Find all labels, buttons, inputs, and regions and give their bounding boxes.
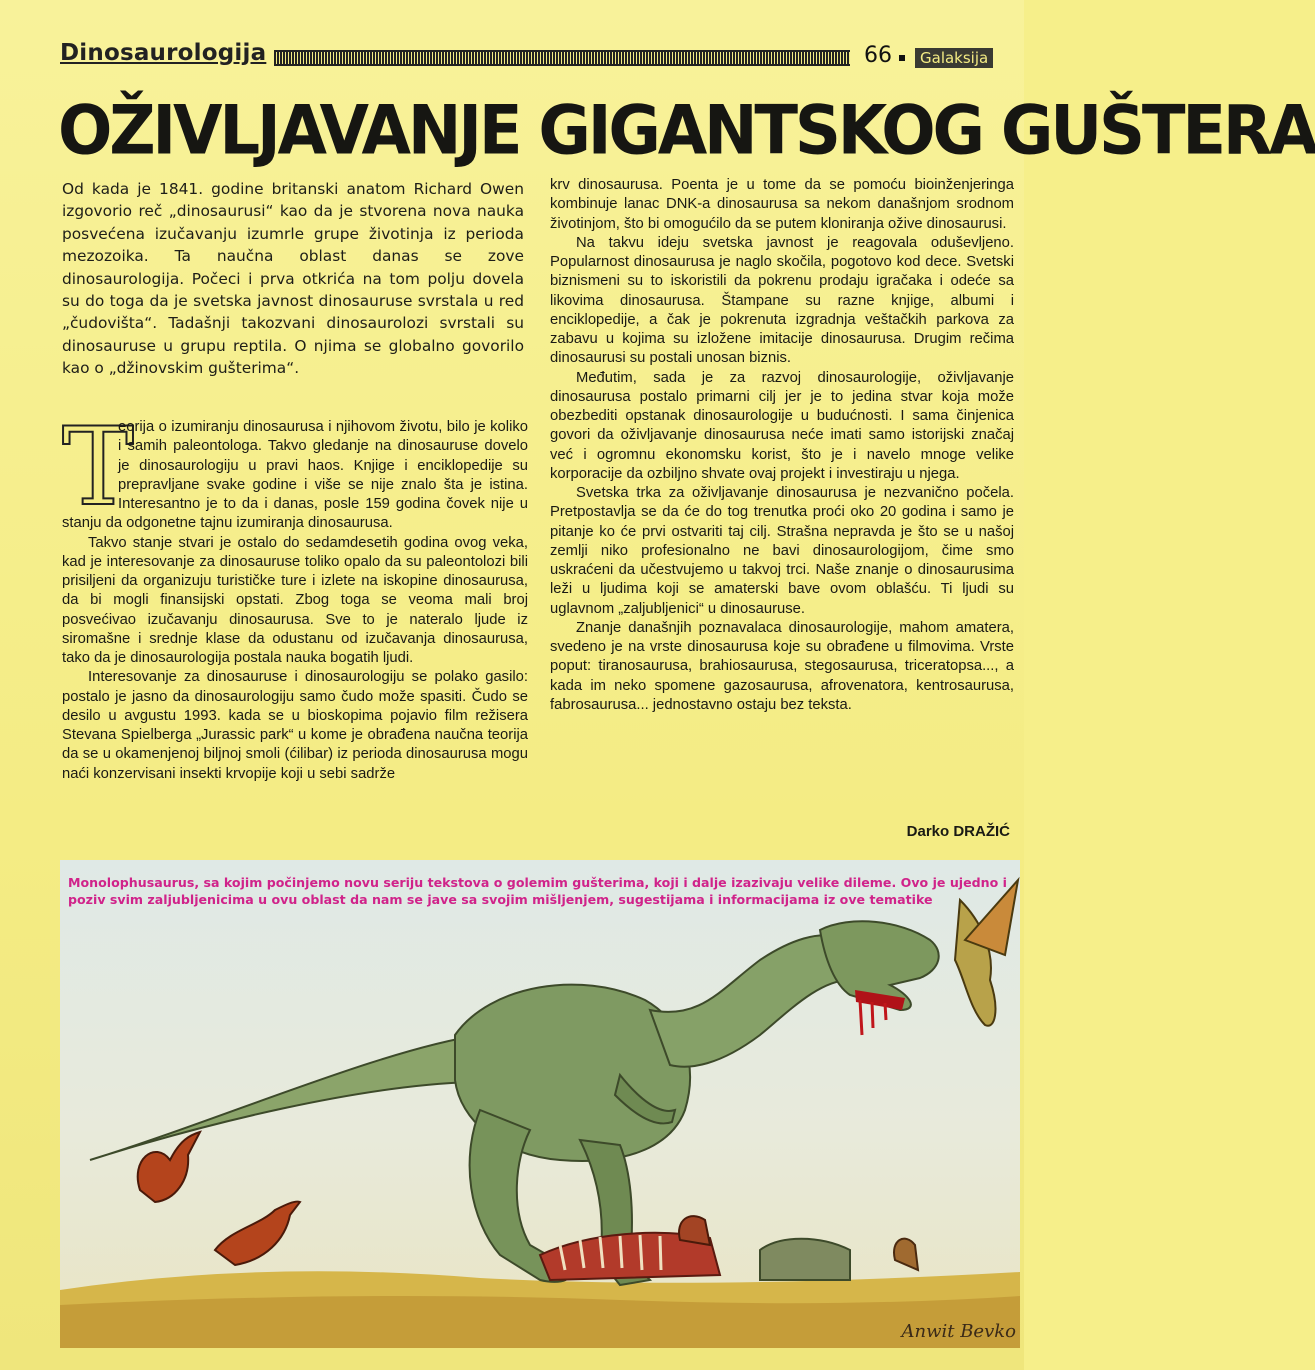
- bird: [215, 1202, 300, 1265]
- article-title: OŽIVLJAVANJE GIGANTSKOG GUŠTERA: [58, 92, 1315, 171]
- magazine-name: Galaksija: [915, 48, 993, 68]
- paragraph: Međutim, sada je za razvoj dinosaurologije, oživljavanje dinosaurusa postalo primarni cilj jer je to jedina stvar koja može obezbediti opstanak dinosaurologije u budućnosti. I sama činjenica govori da oživljavanje dinosaurusa neće imati samo istorijski značaj već i ogromnu ekonomsku korist, što je i navelo mnoge velike korporacije da ozbiljno shvate ovaj projekt i investiraju u njega.: [550, 369, 1014, 482]
- page-number: 66: [864, 43, 892, 68]
- illustration-drawing: [60, 860, 1020, 1348]
- paragraph: Interesovanje za dinosauruse i dinosaurologiju se polako gasilo: postalo je jasno da dinosaurologiju samo čudo može spasiti. Čudo se desilo u avgustu 1993. kada se u bioskopima pojavio film režisera Stevana Spielberga „Jurassic park“ u kome je obrađena naučna teorija da se u okamenjenoj biljnoj smoli (ćilibar) iz perioda dinosaurusa mogu naći konzervisani insekti krvopije koji u sebi sadrže: [62, 669, 528, 782]
- dinosaur-illustration: [60, 860, 1020, 1348]
- paragraph: Na takvu ideju svetska javnost je reagovala oduševljeno. Popularnost dinosaurusa je naglo skočila, pogotovo kod dece. Svetski biznismeni su to iskoristili da pokrenu prodaju igračaka i odeće sa likovima dinosaurusa. Štampane su razne knjige, albumi i enciklopedije, a čak je pokrenuta izgradnja veštačkih parkova za zabavu u kojima su izložene imitacije dinosaurusa. Drugim rečima dinosaurusi su postali unosan biznis.: [550, 234, 1014, 367]
- author-byline: Darko DRAŽIĆ: [906, 823, 1010, 840]
- ground-shadow: [60, 1296, 1020, 1348]
- header-rule: [274, 50, 850, 66]
- article-intro: Od kada je 1841. godine britanski anatom Richard Owen izgovorio reč „dinosaurusi“ kao da je stvorena nova nauka posvećena izučavanju izumrle grupe životinja iz perioda mezozoika. Ta naučna oblast danas se zove dinosaurologija. Počeci i prva otkrića na tom polju dovela su do toga da je svetska javnost dinosauruse svrstala u red „čudovišta“. Tadašnji takozvani dinosaurolozi svrstali su dinosauruse u grupu reptila. O njima se globalno govorilo kao o „džinovskim gušterima“.: [62, 180, 524, 378]
- paragraph: krv dinosaurusa. Poenta je u tome da se pomoću bioinženjeringa kombinuje lanac DNK-a dinosaurusa sa nekom današnjom srodnom životinjom, što bi omogućilo da se putem kloniranja ožive dinosaurusi.: [550, 177, 1014, 232]
- bird: [679, 1216, 710, 1245]
- drop-cap: T: [62, 405, 135, 530]
- artist-signature: Anwit Bevko: [901, 1321, 1016, 1342]
- paragraph: Takvo stanje stvari je ostalo do sedamdesetih godina ovog veka, kad je interesovanje za dinosauruse toliko opalo da su paleontolozi bili prisiljeni da organizuju turističke ture i izlete na iskopine dinosaurusa, da bi mogli finansijski opstati. Zbog toga se veoma mali broj posvećivao izučavanju dinosaurusa. Sve to je nateralo ljude iz siromašne i srednje klase da odustanu od izučavanja dinosaurusa, tako da je dinosaurologija postala nauka bogatih ljudi.: [62, 534, 528, 666]
- dinosaur-tail: [90, 1035, 480, 1160]
- dinosaur-neck: [650, 935, 850, 1066]
- fallen-dinosaur-head: [760, 1239, 850, 1280]
- section-label: Dinosaurologija: [60, 40, 267, 66]
- bird: [894, 1239, 918, 1270]
- illustration-caption: Monolophusaurus, sa kojim počinjemo novu seriju tekstova o golemim gušterima, koji i dalje izazivaju velike dileme. Ovo je ujedno i poziv svim zaljubljenicima u ovu oblast da nam se jave sa svojim mišljenjem, sugestijama i informacijama iz ove tematike: [68, 875, 1007, 907]
- paragraph: Znanje današnjih poznavalaca dinosaurologije, mahom amatera, svedeno je na vrste dinosaurusa koje su obrađene u filmovima. Vrste poput: tiranosaurusa, brahiosaurusa, stegosaurusa, triceratopsa..., a kada im neko spomene gazosaurusa, afrovenatora, kentrosaurusa, fabrosaurusa... jednostavno ostaju bez teksta.: [550, 619, 1014, 713]
- paragraph: T eorija o izumiranju dinosaurusa i njihovom životu, bilo je koliko i samih paleontologa. Takvo gledanje na dinosauruse dovelo je dinosaurologiju u pravi haos. Knjige i enciklopedije su prepravljane svake godine i više se nije znalo šta je istina. Interesantno je to da i danas, posle 159 godina čovek nije u stanju da odgonetne tajnu izumiranja dinosaurusa.: [62, 405, 528, 532]
- separator-dot: [899, 55, 905, 61]
- right-column: [550, 176, 1014, 715]
- paragraph: Svetska trka za oživljavanje dinosaurusa je nezvanično počela. Pretpostavlja se da će do tog trenutka proći oko 20 godina i samo je pitanje ko će prvi ostvariti taj cilj. Strašna nepravda je što se u našoj zemlji niko profesionalno ne bavi dinosaurologijom, čime smo uskraćeni da učestvujemo u takvoj trci. Naše znanje o dinosaurusima leži u ljudima koji se amaterski bave ovom oblašću. Ti ljudi su uglavnom „zaljubljenici“ u dinosauruse.: [550, 485, 1014, 617]
- left-column: [62, 405, 528, 784]
